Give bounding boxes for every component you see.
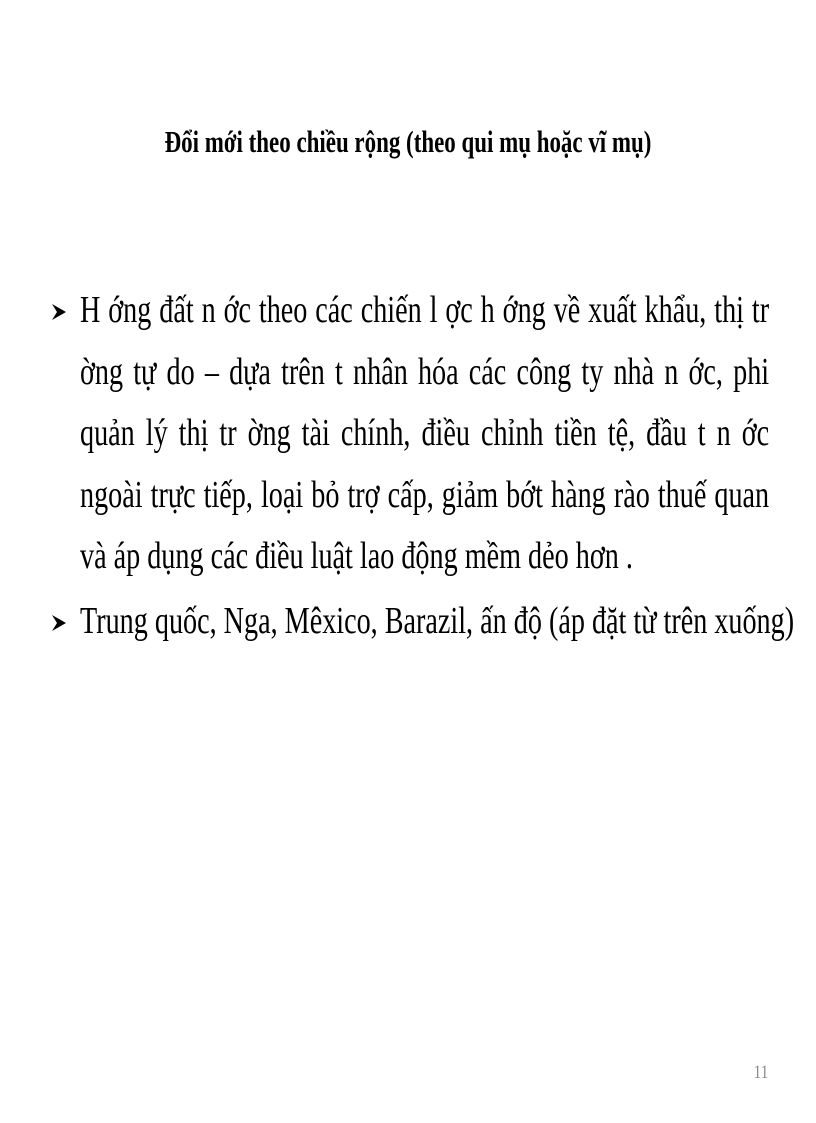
bullet-item	[50, 280, 770, 587]
arrow-bullet-icon	[50, 290, 70, 330]
arrow-bullet-icon	[50, 601, 70, 641]
bullet-text: H ớng đất n ớc theo các chiến l ợc h ớng về xuất khẩu, thị tr ờng tự do – dựa trên t nhân hóa các công ty nhà n ớc, phi quản lý thị tr ờng tài chính, điều chỉnh tiền tệ, đầu t n ớc ngoài trực tiếp, loại bỏ trợ cấp, giảm bớt hàng rào thuế quan và áp dụng các điều luật lao động mềm dẻo hơn .	[80, 289, 770, 577]
bullet-list	[50, 280, 795, 657]
bullet-text: Trung quốc, Nga, Mêxico, Barazil, ấn độ (áp đặt từ trên xuống)	[80, 600, 795, 642]
bullet-item	[50, 591, 795, 653]
page-number: 11	[753, 1062, 768, 1083]
slide-title: Đổi mới theo chiều rộng (theo qui mụ hoặc vĩ mụ)	[164, 124, 652, 159]
